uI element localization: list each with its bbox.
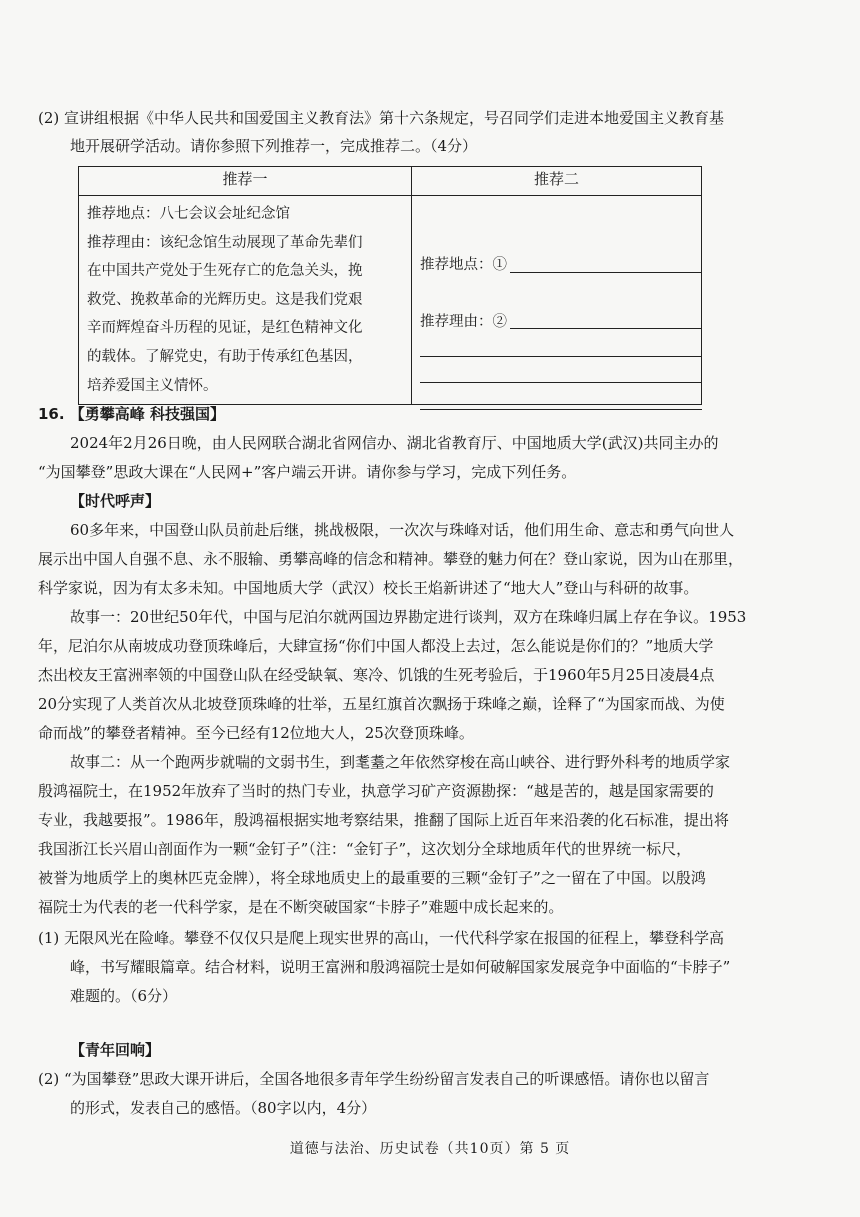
story-2-line: 我国浙江长兴眉山剖面作为一颗“金钉子”（注：“金钉子”，这次划分全球地质年代的世界统一标尺， <box>38 840 692 858</box>
recommend-2-cell <box>412 196 702 405</box>
recommend-1-line: 推荐地点：八七会议会址纪念馆 <box>87 206 290 222</box>
table-header-recommend-2: 推荐二 <box>412 167 702 196</box>
story-2-line: 故事二：从一个跑两步就喘的文弱书生，到耄耋之年依然穿梭在高山峡谷、进行野外科考的地质学家 <box>70 753 731 771</box>
recommend-1-line: 救党、挽救革命的光辉历史。这是我们党艰 <box>87 291 363 308</box>
answer-blank-line[interactable] <box>420 382 702 383</box>
paragraph-line: 科学家说，因为有太多未知。中国地质大学（武汉）校长王焰新讲述了“地大人”登山与科研的故事。 <box>38 579 699 597</box>
answer-blank-line[interactable] <box>420 409 702 410</box>
story-2-line: 殷鸿福院士，在1952年放弃了当时的热门专业，执意学习矿产资源勘探：“越是苦的，越是国家需要的 <box>38 782 714 800</box>
intro-line: 2024年2月26日晚，由人民网联合湖北省网信办、湖北省教育厅、中国地质大学(武汉)共同主办的 <box>70 434 719 452</box>
question-2-line-1: (2) 宣讲组根据《中华人民共和国爱国主义教育法》第十六条规定，号召同学们走进本地爱国主义教育基 <box>38 109 725 127</box>
recommend-1-line: 培养爱国主义情怀。 <box>87 377 218 394</box>
section-heading-era-voice: 【时代呼声】 <box>70 492 161 510</box>
table-header-recommend-1: 推荐一 <box>79 167 412 196</box>
recommend-1-line: 推荐理由：该纪念馆生动展现了革命先辈们 <box>87 234 363 251</box>
story-1-line: 年，尼泊尔从南坡成功登顶珠峰后，大肆宣扬“你们中国人都没上去过，怎么能说是你们的？”地质大学 <box>38 637 714 655</box>
page-footer: 道德与法治、历史试卷（共10页）第 5 页 <box>289 1141 571 1157</box>
recommend-1-cell <box>79 196 412 405</box>
story-1-line: 20分实现了人类首次从北坡登顶珠峰的壮举，五星红旗首次飘扬于珠峰之巅，诠释了“为国家而战、为使 <box>38 695 725 713</box>
recommend-reason-label: 推荐理由：② <box>420 314 507 330</box>
recommend-place-blank[interactable] <box>510 272 702 273</box>
recommend-1-line: 的载体。了解党史，有助于传承红色基因， <box>87 348 363 365</box>
sub-question-1-line: (1) 无限风光在险峰。攀登不仅仅只是爬上现实世界的高山，一代代科学家在报国的征程上，攀登科学高 <box>38 929 725 947</box>
intro-line: “为国攀登”思政大课在“人民网+”客户端云开讲。请你参与学习，完成下列任务。 <box>38 463 577 481</box>
sub-question-2-line: 的形式，发表自己的感悟。（80字以内，4分） <box>70 1099 377 1117</box>
recommend-1-line: 辛而辉煌奋斗历程的见证，是红色精神文化 <box>87 320 363 337</box>
question-16-title: 16. 【勇攀高峰 科技强国】 <box>38 405 226 423</box>
story-2-line: 被誉为地质学上的奥林匹克金牌），将全球地质史上的最重要的三颗“金钉子”之一留在了中国。以殷鸿 <box>38 869 706 887</box>
paragraph-line: 展示出中国人自强不息、永不服输、勇攀高峰的信念和精神。攀登的魅力何在？登山家说，因为山在那里， <box>38 550 744 568</box>
sub-question-1-line: 难题的。（6分） <box>70 987 178 1005</box>
paragraph-line: 60多年来，中国登山队员前赴后继，挑战极限，一次次与珠峰对话，他们用生命、意志和勇气向世人 <box>70 521 735 539</box>
recommend-place-label: 推荐地点：① <box>420 257 507 273</box>
sub-question-1-line: 峰，书写耀眼篇章。结合材料，说明王富洲和殷鸿福院士是如何破解国家发展竞争中面临的“卡脖子” <box>70 958 731 976</box>
recommend-reason-blank[interactable] <box>510 328 702 329</box>
story-2-line: 福院士为代表的老一代科学家，是在不断突破国家“卡脖子”难题中成长起来的。 <box>38 898 564 916</box>
story-1-line: 命而战”的攀登者精神。至今已经有12位地大人，25次登顶珠峰。 <box>38 724 474 742</box>
story-1-line: 杰出校友王富洲率领的中国登山队在经受缺氧、寒冷、饥饿的生死考验后，于1960年5月25日凌晨4点 <box>38 666 715 684</box>
question-2-line-2: 地开展研学活动。请你参照下列推荐一，完成推荐二。（4分） <box>70 137 478 155</box>
answer-blank-line[interactable] <box>420 356 702 357</box>
story-2-line: 专业，我越要报”。1986年，殷鸿福根据实地考察结果，推翻了国际上近百年来沿袭的化石标准，提出将 <box>38 811 729 829</box>
section-heading-youth-response: 【青年回响】 <box>70 1041 161 1059</box>
story-1-line: 故事一：20世纪50年代，中国与尼泊尔就两国边界勘定进行谈判，双方在珠峰归属上存在争议。1953 <box>70 608 747 626</box>
recommend-1-line: 在中国共产党处于生死存亡的危急关头，挽 <box>87 263 363 280</box>
recommendation-table <box>78 166 702 405</box>
sub-question-2-line: (2) “为国攀登”思政大课开讲后，全国各地很多青年学生纷纷留言发表自己的听课感悟。请你也以留言 <box>38 1070 710 1088</box>
